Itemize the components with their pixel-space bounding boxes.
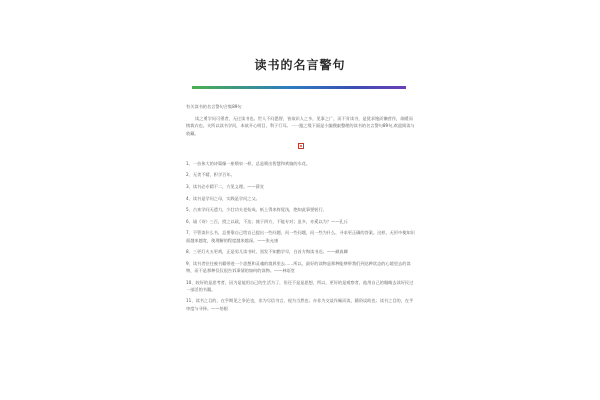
- article-body: [186, 103, 416, 316]
- quote-item: 4、读书是学问之母，实践是学问之父。: [186, 195, 260, 201]
- title-divider: [192, 86, 406, 89]
- quote-item: 7、不管读什么书，总要靠自己给自己提出一些问题，问一些问题，问一些为什么，寻求更正确的答案。这样，无形中使知识面越来越宽，使理解的程度越来越深。——张允康: [186, 230, 415, 243]
- lead-line: 有关读书的名言警句合集89句: [186, 104, 242, 109]
- quote-item: 6、诵《诗》三百，授之以政，不达；使于四方，不能专对；虽多，亦奚以为？——孔丘: [186, 218, 348, 224]
- intro-paragraph: 读之勇学问可勇者，无过读书也。世人不问愚智，皆欲识人之多，见事之广，而不肯读书，是犹求饱而懒营作，欲暖而惰裁衣也。夫所以读书学问，本欲开心明目，利于行耳。一一跟之缘下面是小编搜索整理的读书的名言警句89句,欢迎阅读与收藏。: [186, 116, 415, 136]
- quote-item: 9、读书者往往被书籍带进一个思想和灵魂的境界里去……所以，最好的读物是那种能够带我们到达种状态的心境里去的读物，而不是那种仅仅很告诉事情的如何的读物。——林语堂: [186, 260, 411, 273]
- page-title: 读书的名言警句: [254, 58, 346, 72]
- quote-item: 5、古来学问无遗力，少壮功夫老始成。纸上得来终觉浅，绝知此事要躬行。: [186, 207, 327, 213]
- quote-item: 8、三更灯火五更鸡，正是男儿读书时。黑发不知勤学早，白首方悔读书迟。——颜真卿: [186, 249, 348, 255]
- icon-row: [186, 143, 416, 152]
- quote-item: 3、读书必专精不二，方见义理。——薛宣: [186, 184, 265, 189]
- quote-item: 2、无贪不精，积学百年。: [186, 172, 235, 178]
- quote-item: 10、较好的是思考者，因为是能用自己的生活为了，但还不是是思想，所以，更好的是观察者，他用自己的眼睛去读好民过一部活的书籍。: [186, 279, 414, 292]
- quote-item: 1、一首伟大的诗篇像一座喷泉一样，总是喷出智慧和欢愉的水花。: [186, 160, 311, 166]
- quote-item: 11、读书之目的，在乎期见之争论也，非为尽信书言，视为当然也；亦非为交谈作佩而读，籍资谈助也；读书之目的，在乎审度与寻择。——培根: [186, 298, 414, 311]
- document-icon: [298, 143, 304, 149]
